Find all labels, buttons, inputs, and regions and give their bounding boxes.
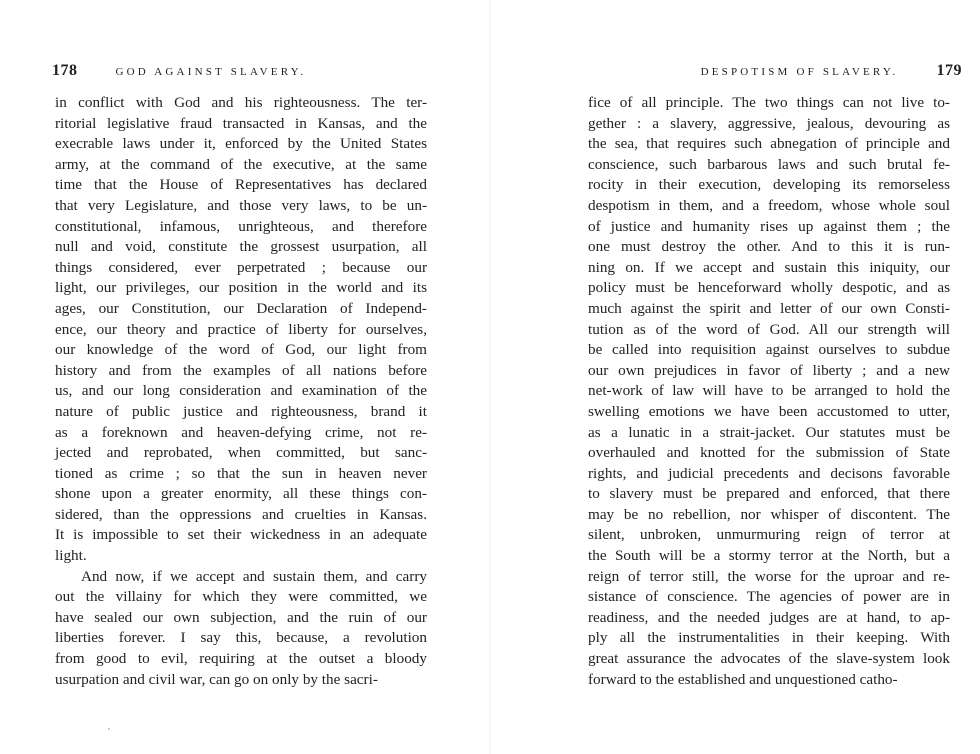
text-line: policy must be henceforward wholly despotic, and as xyxy=(588,279,950,297)
text-line: overhauled and knotted for the submission of State xyxy=(588,444,950,462)
right-page xyxy=(490,0,980,754)
text-line: And now, if we accept and sustain them, and carry xyxy=(81,567,427,585)
text-line: ritorial legislative fraud transacted in Kansas, and the xyxy=(55,114,427,132)
left-page-header xyxy=(52,62,432,86)
text-line: light, our privileges, our position in the world and its xyxy=(55,279,427,297)
text-line: as a foreknown and heaven-defying crime, not re- xyxy=(55,423,427,441)
text-line: army, at the command of the executive, at the same xyxy=(55,155,427,173)
text-line: ages, our Constitution, our Declaration of Independ- xyxy=(55,299,427,317)
text-line: null and void, constitute the grossest usurpation, all xyxy=(55,238,427,256)
text-line: sidered, than the oppressions and cruelties in Kansas. xyxy=(55,505,427,523)
text-line: in conflict with God and his righteousness. The ter- xyxy=(55,94,427,111)
text-line: shone upon a greater enormity, all these things con- xyxy=(55,485,427,503)
page-number: 178 xyxy=(52,62,78,79)
text-line: ence, our theory and practice of liberty for ourselves, xyxy=(55,320,427,338)
paper-speck xyxy=(108,728,110,730)
text-line: history and from the examples of all nations before xyxy=(55,361,427,379)
running-title: GOD AGAINST SLAVERY. xyxy=(115,66,307,78)
text-line: that very Legislature, and those very laws, to be un- xyxy=(55,196,427,214)
text-line: reign of terror still, the worse for the uproar and re- xyxy=(588,567,950,585)
text-line: light. xyxy=(55,547,87,565)
text-line: readiness, and the needed judges are at hand, to ap- xyxy=(588,608,950,626)
text-line: constitutional, infamous, unrighteous, and therefore xyxy=(55,217,427,235)
text-line: the sea, that requires such abnegation of principle and xyxy=(588,135,950,153)
text-line: us, and our long consideration and examination of the xyxy=(55,382,427,400)
text-line: ply all the instrumentalities in their keeping. With xyxy=(588,629,950,647)
text-line: rocity in their execution, developing its remorseless xyxy=(588,176,950,194)
text-line: liberties forever. I say this, because, a revolution xyxy=(55,629,427,647)
text-line: swelling emotions we have been accustomed to utter, xyxy=(588,402,950,420)
text-line: be called into requisition against ourselves to subdue xyxy=(588,341,950,359)
text-line: the South will be a stormy terror at the North, but a xyxy=(588,547,950,565)
text-line: forward to the established and unquestioned catho- xyxy=(588,670,898,688)
text-line: usurpation and civil war, can go on only by the sacri- xyxy=(55,670,378,688)
text-line: out the villainy for which they were committed, we xyxy=(55,588,427,606)
text-line: tioned as crime ; so that the sun in heaven never xyxy=(55,464,427,482)
text-line: from good to evil, requiring at the outset a bloody xyxy=(55,650,427,668)
text-line: jected and reprobated, when committed, but sanc- xyxy=(55,444,427,462)
text-line: time that the House of Representatives has declared xyxy=(55,176,427,194)
text-line: conscience, such barbarous laws and such brutal fe- xyxy=(588,155,950,173)
text-line: our knowledge of the word of God, our light from xyxy=(55,341,427,359)
text-line: things considered, ever perpetrated ; because our xyxy=(55,258,427,276)
text-line: nature of public justice and righteousness, brand it xyxy=(55,402,427,420)
text-line: may be no rebellion, nor whisper of discontent. The xyxy=(588,505,950,523)
text-line: our own prejudices in favor of liberty ; and a new xyxy=(588,361,950,379)
text-line: fice of all principle. The two things can not live to- xyxy=(588,94,950,111)
text-line: much against the spirit and letter of our own Consti- xyxy=(588,299,950,317)
text-line: gether : a slavery, aggressive, jealous, devouring as xyxy=(588,114,950,132)
text-line: silent, unbroken, unmurmuring reign of terror at xyxy=(588,526,950,544)
page-number: 179 xyxy=(936,62,962,79)
text-line: rights, and judicial precedents and decisons favorable xyxy=(588,464,950,482)
text-line: despotism in them, and a freedom, whose whole soul xyxy=(588,196,950,214)
text-line: as a lunatic in a strait-jacket. Our statutes must be xyxy=(588,423,950,441)
left-page-text xyxy=(55,93,427,690)
text-line: net-work of law will have to be arranged to hold the xyxy=(588,382,950,400)
text-line: It is impossible to set their wickedness in an adequate xyxy=(55,526,427,544)
running-title: DESPOTISM OF SLAVERY. xyxy=(700,66,899,78)
text-line: ning on. If we accept and sustain this iniquity, our xyxy=(588,258,950,276)
text-line: to slavery must be prepared and enforced, that there xyxy=(588,485,950,503)
text-line: of justice and humanity rises up against them ; the xyxy=(588,217,950,235)
right-page-text xyxy=(588,93,950,690)
text-line: have sealed our own subjection, and the ruin of our xyxy=(55,608,427,626)
text-line: tution as of the word of God. All our strength will xyxy=(588,320,950,338)
text-line: sistance of conscience. The agencies of power are in xyxy=(588,588,950,606)
right-page-header xyxy=(642,62,962,86)
text-line: one must destroy the other. And to this it is run- xyxy=(588,238,950,256)
text-line: great assurance the advocates of the slave-system look xyxy=(588,650,950,668)
text-line: execrable laws under it, enforced by the United States xyxy=(55,135,427,153)
